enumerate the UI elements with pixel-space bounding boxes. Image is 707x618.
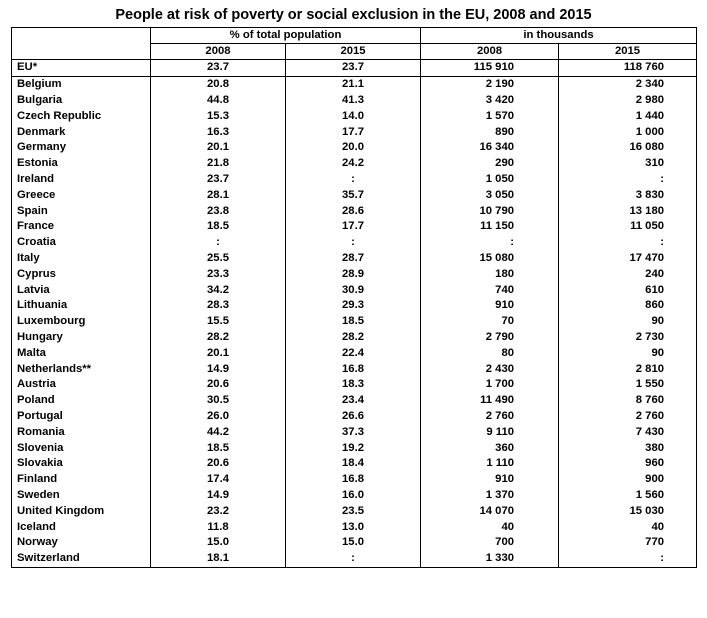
table-row — [12, 266, 697, 282]
thousands-2008-cell: 80 — [421, 345, 559, 361]
pct-2015-cell: 19.2 — [286, 440, 421, 456]
table-row — [12, 361, 697, 377]
thousands-2015-cell: 2 730 — [559, 330, 697, 346]
thousands-2015-cell: 40 — [559, 519, 697, 535]
table-row — [12, 377, 697, 393]
thousands-2015-cell: 1 000 — [559, 124, 697, 140]
pct-2015-cell: 41.3 — [286, 93, 421, 109]
country-cell: Austria — [12, 377, 151, 393]
pct-2008-cell: 23.7 — [151, 172, 286, 188]
country-cell: Estonia — [12, 156, 151, 172]
table-row — [12, 424, 697, 440]
thousands-2015-cell: 17 470 — [559, 251, 697, 267]
table-row — [12, 456, 697, 472]
thousands-2008-cell: : — [421, 235, 559, 251]
thousands-2008-cell: 3 420 — [421, 93, 559, 109]
country-cell: Greece — [12, 187, 151, 203]
pct-2015-cell: 14.0 — [286, 108, 421, 124]
thousands-2015-cell: 310 — [559, 156, 697, 172]
pct-2015-cell: 24.2 — [286, 156, 421, 172]
pct-2015-cell: 30.9 — [286, 282, 421, 298]
thousands-2008-cell: 2 760 — [421, 409, 559, 425]
table-row — [12, 503, 697, 519]
thousands-2015-cell: 2 980 — [559, 93, 697, 109]
country-cell: Germany — [12, 140, 151, 156]
pct-2015-cell: 28.9 — [286, 266, 421, 282]
thousands-2015-cell: 118 760 — [559, 60, 697, 77]
thousands-2008-cell: 700 — [421, 535, 559, 551]
table-row — [12, 551, 697, 567]
header-thousands-group: in thousands — [421, 28, 697, 44]
country-cell: France — [12, 219, 151, 235]
thousands-2015-cell: 1 550 — [559, 377, 697, 393]
thousands-2008-cell: 910 — [421, 298, 559, 314]
country-cell: Poland — [12, 393, 151, 409]
pct-2015-cell: 29.3 — [286, 298, 421, 314]
thousands-2008-cell: 890 — [421, 124, 559, 140]
country-cell: Croatia — [12, 235, 151, 251]
pct-2015-cell: 22.4 — [286, 345, 421, 361]
pct-2015-cell: 18.4 — [286, 456, 421, 472]
pct-2008-cell: 20.1 — [151, 345, 286, 361]
thousands-2015-cell: 2 810 — [559, 361, 697, 377]
pct-2008-cell: 18.1 — [151, 551, 286, 567]
thousands-2008-cell: 1 050 — [421, 172, 559, 188]
country-cell: Cyprus — [12, 266, 151, 282]
thousands-2015-cell: 860 — [559, 298, 697, 314]
pct-2015-cell: 18.3 — [286, 377, 421, 393]
pct-2008-cell: 28.2 — [151, 330, 286, 346]
table-row — [12, 108, 697, 124]
pct-2008-cell: 18.5 — [151, 219, 286, 235]
thousands-2015-cell: 1 440 — [559, 108, 697, 124]
thousands-2008-cell: 360 — [421, 440, 559, 456]
pct-2008-cell: 20.8 — [151, 76, 286, 92]
country-cell: Lithuania — [12, 298, 151, 314]
pct-2008-cell: 11.8 — [151, 519, 286, 535]
country-cell: Switzerland — [12, 551, 151, 567]
thousands-2015-cell: 13 180 — [559, 203, 697, 219]
pct-2015-cell: 28.6 — [286, 203, 421, 219]
thousands-2008-cell: 910 — [421, 472, 559, 488]
country-cell: Portugal — [12, 409, 151, 425]
pct-2008-cell: 23.8 — [151, 203, 286, 219]
thousands-2008-cell: 10 790 — [421, 203, 559, 219]
pct-2008-cell: 15.3 — [151, 108, 286, 124]
pct-2015-cell: 23.7 — [286, 60, 421, 77]
pct-2015-cell: 17.7 — [286, 124, 421, 140]
pct-2008-cell: 15.0 — [151, 535, 286, 551]
table-row — [12, 235, 697, 251]
table-body — [12, 60, 697, 568]
thousands-2015-cell: : — [559, 235, 697, 251]
thousands-2008-cell: 11 490 — [421, 393, 559, 409]
country-cell: Bulgaria — [12, 93, 151, 109]
table-title: People at risk of poverty or social exclusion in the EU, 2008 and 2015 — [115, 7, 592, 23]
pct-2008-cell: 14.9 — [151, 488, 286, 504]
pct-2015-cell: 16.0 — [286, 488, 421, 504]
country-cell: Ireland — [12, 172, 151, 188]
table-row — [12, 156, 697, 172]
pct-2008-cell: 16.3 — [151, 124, 286, 140]
thousands-2015-cell: 7 430 — [559, 424, 697, 440]
thousands-2008-cell: 290 — [421, 156, 559, 172]
table-row — [12, 172, 697, 188]
thousands-2015-cell: 90 — [559, 314, 697, 330]
table-row — [12, 345, 697, 361]
pct-2008-cell: 26.0 — [151, 409, 286, 425]
thousands-2015-cell: 380 — [559, 440, 697, 456]
pct-2008-cell: 44.2 — [151, 424, 286, 440]
thousands-2008-cell: 40 — [421, 519, 559, 535]
pct-2008-cell: 34.2 — [151, 282, 286, 298]
thousands-2008-cell: 1 330 — [421, 551, 559, 567]
pct-2015-cell: 16.8 — [286, 472, 421, 488]
pct-2008-cell: 23.7 — [151, 60, 286, 77]
header-thousands-2015: 2015 — [559, 44, 697, 60]
country-cell: Czech Republic — [12, 108, 151, 124]
thousands-2015-cell: 960 — [559, 456, 697, 472]
table-row — [12, 76, 697, 92]
header-empty-cell — [12, 28, 151, 44]
thousands-2008-cell: 16 340 — [421, 140, 559, 156]
thousands-2015-cell: 900 — [559, 472, 697, 488]
country-cell: Spain — [12, 203, 151, 219]
country-cell: Netherlands** — [12, 361, 151, 377]
pct-2008-cell: 15.5 — [151, 314, 286, 330]
country-cell: Iceland — [12, 519, 151, 535]
thousands-2008-cell: 1 570 — [421, 108, 559, 124]
table-row — [12, 140, 697, 156]
table-row — [12, 282, 697, 298]
table-row — [12, 330, 697, 346]
table-row — [12, 124, 697, 140]
pct-2008-cell: 30.5 — [151, 393, 286, 409]
pct-2015-cell: 18.5 — [286, 314, 421, 330]
country-cell: Denmark — [12, 124, 151, 140]
pct-2008-cell: 28.1 — [151, 187, 286, 203]
thousands-2008-cell: 11 150 — [421, 219, 559, 235]
pct-2008-cell: 20.1 — [151, 140, 286, 156]
thousands-2008-cell: 2 790 — [421, 330, 559, 346]
table-row — [12, 251, 697, 267]
pct-2015-cell: : — [286, 551, 421, 567]
pct-2015-cell: 23.5 — [286, 503, 421, 519]
pct-2015-cell: : — [286, 235, 421, 251]
poverty-table — [11, 27, 697, 568]
thousands-2008-cell: 3 050 — [421, 187, 559, 203]
pct-2015-cell: 13.0 — [286, 519, 421, 535]
thousands-2015-cell: 90 — [559, 345, 697, 361]
thousands-2008-cell: 14 070 — [421, 503, 559, 519]
header-pct-group: % of total population — [151, 28, 421, 44]
thousands-2008-cell: 740 — [421, 282, 559, 298]
pct-2015-cell: 16.8 — [286, 361, 421, 377]
thousands-2015-cell: 16 080 — [559, 140, 697, 156]
thousands-2015-cell: 2 760 — [559, 409, 697, 425]
table-row — [12, 93, 697, 109]
pct-2015-cell: 26.6 — [286, 409, 421, 425]
thousands-2015-cell: 770 — [559, 535, 697, 551]
country-cell: EU* — [12, 60, 151, 77]
pct-2008-cell: 14.9 — [151, 361, 286, 377]
country-cell: Finland — [12, 472, 151, 488]
pct-2015-cell: 21.1 — [286, 76, 421, 92]
header-year-row — [12, 44, 697, 60]
thousands-2008-cell: 15 080 — [421, 251, 559, 267]
pct-2015-cell: : — [286, 172, 421, 188]
country-cell: Slovakia — [12, 456, 151, 472]
table-row — [12, 535, 697, 551]
pct-2015-cell: 35.7 — [286, 187, 421, 203]
pct-2008-cell: 21.8 — [151, 156, 286, 172]
table-row — [12, 409, 697, 425]
table-row — [12, 203, 697, 219]
pct-2015-cell: 20.0 — [286, 140, 421, 156]
thousands-2015-cell: 15 030 — [559, 503, 697, 519]
pct-2015-cell: 15.0 — [286, 535, 421, 551]
pct-2008-cell: 23.3 — [151, 266, 286, 282]
pct-2015-cell: 23.4 — [286, 393, 421, 409]
thousands-2015-cell: 8 760 — [559, 393, 697, 409]
pct-2008-cell: 18.5 — [151, 440, 286, 456]
table-row — [12, 488, 697, 504]
table-row — [12, 219, 697, 235]
country-cell: Latvia — [12, 282, 151, 298]
thousands-2015-cell: 610 — [559, 282, 697, 298]
table-row — [12, 519, 697, 535]
country-cell: Slovenia — [12, 440, 151, 456]
thousands-2008-cell: 70 — [421, 314, 559, 330]
table-row — [12, 298, 697, 314]
pct-2008-cell: 25.5 — [151, 251, 286, 267]
country-cell: United Kingdom — [12, 503, 151, 519]
header-group-row — [12, 28, 697, 44]
pct-2008-cell: : — [151, 235, 286, 251]
header-pct-2015: 2015 — [286, 44, 421, 60]
thousands-2008-cell: 1 700 — [421, 377, 559, 393]
pct-2008-cell: 23.2 — [151, 503, 286, 519]
pct-2015-cell: 28.2 — [286, 330, 421, 346]
country-cell: Malta — [12, 345, 151, 361]
thousands-2008-cell: 1 110 — [421, 456, 559, 472]
pct-2008-cell: 20.6 — [151, 456, 286, 472]
thousands-2008-cell: 9 110 — [421, 424, 559, 440]
country-cell: Luxembourg — [12, 314, 151, 330]
pct-2008-cell: 17.4 — [151, 472, 286, 488]
table-row — [12, 440, 697, 456]
table-row — [12, 187, 697, 203]
thousands-2015-cell: 2 340 — [559, 76, 697, 92]
country-cell: Romania — [12, 424, 151, 440]
thousands-2008-cell: 1 370 — [421, 488, 559, 504]
table-row — [12, 393, 697, 409]
thousands-2015-cell: 1 560 — [559, 488, 697, 504]
table-row — [12, 472, 697, 488]
table-row — [12, 60, 697, 77]
pct-2015-cell: 28.7 — [286, 251, 421, 267]
thousands-2008-cell: 2 190 — [421, 76, 559, 92]
thousands-2015-cell: 11 050 — [559, 219, 697, 235]
header-pct-2008: 2008 — [151, 44, 286, 60]
country-cell: Hungary — [12, 330, 151, 346]
country-cell: Sweden — [12, 488, 151, 504]
thousands-2015-cell: : — [559, 172, 697, 188]
thousands-2008-cell: 115 910 — [421, 60, 559, 77]
table-row — [12, 314, 697, 330]
header-thousands-2008: 2008 — [421, 44, 559, 60]
thousands-2008-cell: 180 — [421, 266, 559, 282]
pct-2015-cell: 17.7 — [286, 219, 421, 235]
country-cell: Italy — [12, 251, 151, 267]
thousands-2015-cell: : — [559, 551, 697, 567]
country-cell: Belgium — [12, 76, 151, 92]
pct-2008-cell: 20.6 — [151, 377, 286, 393]
pct-2015-cell: 37.3 — [286, 424, 421, 440]
thousands-2008-cell: 2 430 — [421, 361, 559, 377]
thousands-2015-cell: 240 — [559, 266, 697, 282]
header-empty-cell — [12, 44, 151, 60]
pct-2008-cell: 28.3 — [151, 298, 286, 314]
thousands-2015-cell: 3 830 — [559, 187, 697, 203]
pct-2008-cell: 44.8 — [151, 93, 286, 109]
country-cell: Norway — [12, 535, 151, 551]
